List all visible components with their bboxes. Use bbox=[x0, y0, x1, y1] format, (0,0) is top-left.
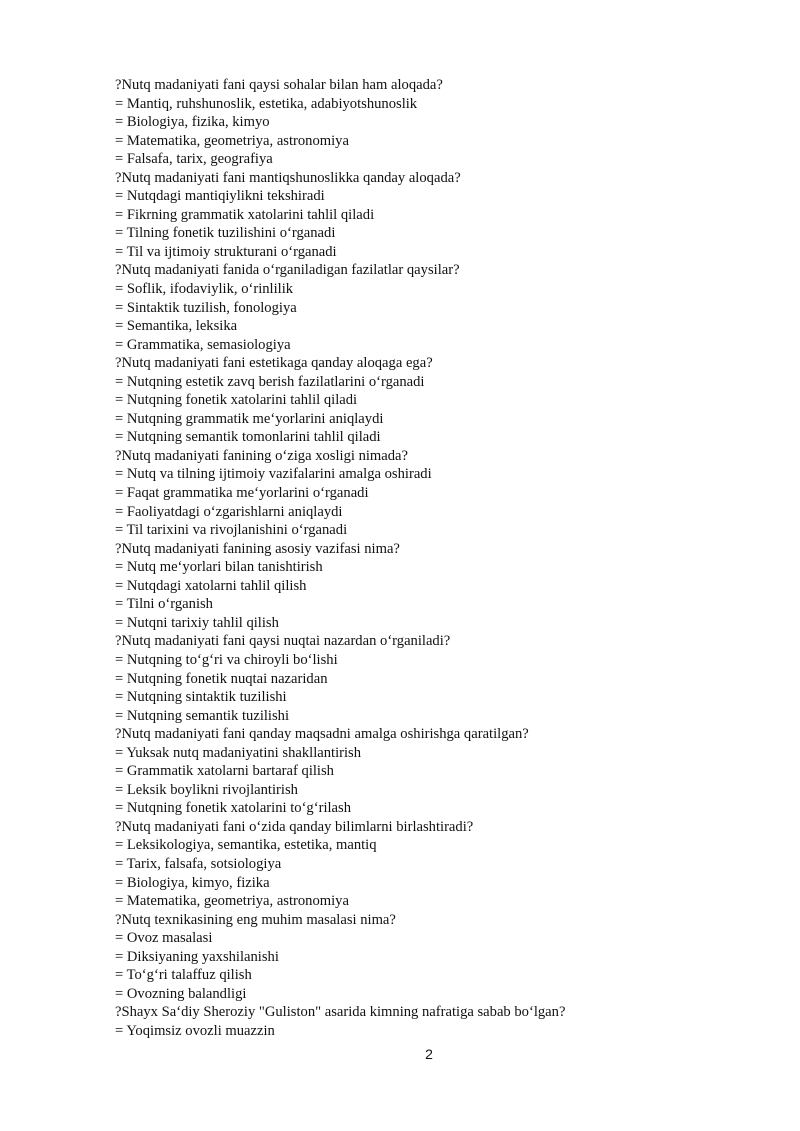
answer-line: = Nutqning semantik tomonlarini tahlil qiladi bbox=[115, 429, 381, 446]
question-line: ?Nutq madaniyati fani qaysi nuqtai nazardan o‘rganiladi? bbox=[115, 633, 451, 650]
answer-line: = Sintaktik tuzilish, fonologiya bbox=[115, 299, 297, 316]
answer-line: = Ovozning balandligi bbox=[115, 985, 247, 1002]
answer-line: = Tarix, falsafa, sotsiologiya bbox=[115, 855, 282, 872]
answer-line: = Nutqdagi xatolarni tahlil qilish bbox=[115, 577, 307, 594]
question-line: ?Nutq texnikasining eng muhim masalasi nima? bbox=[115, 911, 396, 928]
answer-line: = Semantika, leksika bbox=[115, 318, 238, 335]
answer-line: = Ovoz masalasi bbox=[115, 930, 213, 947]
answer-line: = Tilning fonetik tuzilishini o‘rganadi bbox=[115, 225, 336, 242]
answer-line: = Matematika, geometriya, astronomiya bbox=[115, 132, 349, 149]
answer-line: = Nutqni tarixiy tahlil qilish bbox=[115, 614, 279, 631]
answer-line: = Nutqning semantik tuzilishi bbox=[115, 707, 290, 724]
question-line: ?Nutq madaniyati fanining o‘ziga xosligi nimada? bbox=[115, 447, 409, 464]
answer-line: = Soflik, ifodaviylik, o‘rinlilik bbox=[115, 281, 294, 298]
answer-line: = Diksiyaning yaxshilanishi bbox=[115, 948, 279, 965]
answer-line: = Nutqning to‘g‘ri va chiroyli bo‘lishi bbox=[115, 651, 338, 668]
answer-line: = Yoqimsiz ovozli muazzin bbox=[115, 1022, 275, 1039]
answer-line: = Nutqning fonetik xatolarini tahlil qiladi bbox=[115, 392, 358, 409]
question-list bbox=[115, 76, 755, 1040]
answer-line: = Leksikologiya, semantika, estetika, mantiq bbox=[115, 837, 377, 854]
answer-line: = Nutqdagi mantiqiylikni tekshiradi bbox=[115, 188, 325, 205]
answer-line: = Mantiq, ruhshunoslik, estetika, adabiyotshunoslik bbox=[115, 95, 418, 112]
answer-line: = To‘g‘ri talaffuz qilish bbox=[115, 967, 252, 984]
answer-line: = Fikrning grammatik xatolarini tahlil qiladi bbox=[115, 206, 375, 223]
answer-line: = Faoliyatdagi o‘zgarishlarni aniqlaydi bbox=[115, 503, 343, 520]
answer-line: = Biologiya, fizika, kimyo bbox=[115, 114, 270, 131]
answer-line: = Yuksak nutq madaniyatini shakllantirish bbox=[115, 744, 362, 761]
question-line: ?Shayx Sa‘diy Sheroziy "Guliston" asarida kimning nafratiga sabab bo‘lgan? bbox=[115, 1004, 566, 1021]
answer-line: = Nutqning sintaktik tuzilishi bbox=[115, 689, 287, 706]
answer-line: = Grammatika, semasiologiya bbox=[115, 336, 291, 353]
answer-line: = Tilni o‘rganish bbox=[115, 596, 213, 613]
answer-line: = Matematika, geometriya, astronomiya bbox=[115, 893, 349, 910]
answer-line: = Nutqning grammatik me‘yorlarini aniqlaydi bbox=[115, 410, 384, 427]
answer-line: = Biologiya, kimyo, fizika bbox=[115, 874, 270, 891]
question-line: ?Nutq madaniyati fani estetikaga qanday aloqaga ega? bbox=[115, 355, 433, 372]
answer-line: = Nutq va tilning ijtimoiy vazifalarini amalga oshiradi bbox=[115, 466, 432, 483]
answer-line: = Til tarixini va rivojlanishini o‘rganadi bbox=[115, 522, 348, 539]
answer-line: = Falsafa, tarix, geografiya bbox=[115, 151, 273, 168]
question-line: ?Nutq madaniyati fani mantiqshunoslikka qanday aloqada? bbox=[115, 169, 461, 186]
answer-line: = Nutqning fonetik nuqtai nazaridan bbox=[115, 670, 328, 687]
answer-line: = Nutq me‘yorlari bilan tanishtirish bbox=[115, 559, 323, 576]
answer-line: = Nutqning estetik zavq berish fazilatlarini o‘rganadi bbox=[115, 373, 425, 390]
answer-line: = Nutqning fonetik xatolarini to‘g‘rilash bbox=[115, 800, 352, 817]
question-line: ?Nutq madaniyati fani qanday maqsadni amalga oshirishga qaratilgan? bbox=[115, 726, 529, 743]
answer-line: = Til va ijtimoiy strukturani o‘rganadi bbox=[115, 243, 337, 260]
question-line: ?Nutq madaniyati fani qaysi sohalar bilan ham aloqada? bbox=[115, 77, 443, 93]
question-line: ?Nutq madaniyati fanida o‘rganiladigan fazilatlar qaysilar? bbox=[115, 262, 460, 279]
answer-line: = Leksik boylikni rivojlantirish bbox=[115, 781, 298, 798]
answer-line: = Faqat grammatika me‘yorlarini o‘rganadi bbox=[115, 485, 369, 502]
question-line: ?Nutq madaniyati fanining asosiy vazifasi nima? bbox=[115, 540, 400, 557]
question-line: ?Nutq madaniyati fani o‘zida qanday bilimlarni birlashtiradi? bbox=[115, 818, 474, 835]
page-number: 2 bbox=[425, 1046, 433, 1062]
answer-line: = Grammatik xatolarni bartaraf qilish bbox=[115, 763, 334, 780]
